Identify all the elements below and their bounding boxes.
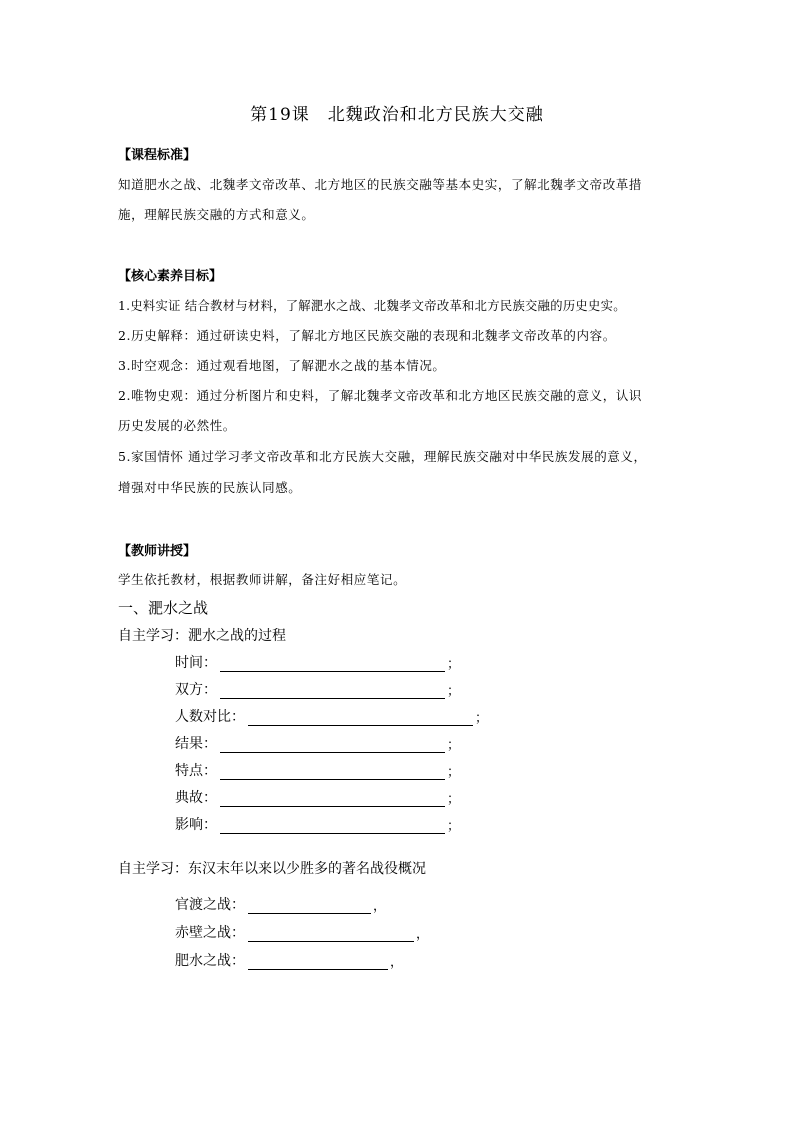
field-allusion <box>175 787 460 807</box>
curriculum-heading: 【课程标准】 <box>118 148 197 163</box>
goal-item-4-line-2: 历史发展的必然性。 <box>118 418 236 433</box>
battle-label: 赤壁之战： <box>175 925 245 941</box>
field-impact <box>175 814 460 834</box>
field-label: 特点： <box>175 763 217 779</box>
battle-feishui <box>175 950 403 970</box>
answer-blank[interactable] <box>248 710 473 726</box>
answer-blank[interactable] <box>220 791 445 807</box>
field-label: 结果： <box>175 736 217 752</box>
battle-label: 肥水之战： <box>175 953 245 969</box>
goal-item-5-line-2: 增强对中华民族的民族认同感。 <box>118 480 302 495</box>
answer-blank[interactable] <box>248 926 414 942</box>
goal-item-3: 3.时空观念：通过观看地图，了解淝水之战的基本情况。 <box>118 358 446 373</box>
field-end: ； <box>447 738 461 753</box>
teacher-line: 学生依托教材，根据教师讲解，备注好相应笔记。 <box>118 572 407 587</box>
field-time <box>175 652 460 672</box>
battle-end: ， <box>416 927 430 942</box>
field-end: ； <box>447 657 461 672</box>
section-title: 一、淝水之战 <box>118 599 209 617</box>
field-end: ； <box>447 792 461 807</box>
field-label: 时间： <box>175 655 217 671</box>
curriculum-line-2: 施，理解民族交融的方式和意义。 <box>118 207 315 222</box>
curriculum-line-1: 知道肥水之战、北魏孝文帝改革、北方地区的民族交融等基本史实，了解北魏孝文帝改革措 <box>118 177 643 192</box>
answer-blank[interactable] <box>220 764 445 780</box>
field-end: ； <box>447 819 461 834</box>
answer-blank[interactable] <box>220 737 445 753</box>
field-label: 典故： <box>175 790 217 806</box>
battle-end: ， <box>390 955 404 970</box>
field-label: 影响： <box>175 817 217 833</box>
field-label: 人数对比： <box>175 709 245 725</box>
goal-item-5-line-1: 5.家国情怀 通过学习孝文帝改革和北方民族大交融，理解民族交融对中华民族发展的意义， <box>118 449 647 464</box>
answer-blank[interactable] <box>248 898 371 914</box>
study-heading-1: 自主学习：淝水之战的过程 <box>118 628 286 644</box>
field-feature <box>175 760 460 780</box>
field-label: 双方： <box>175 682 217 698</box>
answer-blank[interactable] <box>220 683 445 699</box>
goal-item-4-line-1: 2.唯物史观：通过分析图片和史料，了解北魏孝文帝改革和北方地区民族交融的意义，认识 <box>118 388 643 403</box>
study-heading-2: 自主学习：东汉末年以来以少胜多的著名战役概况 <box>118 861 426 877</box>
battle-chibi <box>175 922 429 942</box>
goals-heading: 【核心素养目标】 <box>118 269 223 284</box>
field-end: ； <box>475 711 489 726</box>
page-title: 第19课 北魏政治和北方民族大交融 <box>250 105 544 125</box>
answer-blank[interactable] <box>220 818 445 834</box>
battle-guandu <box>175 894 386 914</box>
field-end: ； <box>447 765 461 780</box>
battle-end: ， <box>373 899 387 914</box>
answer-blank[interactable] <box>220 656 445 672</box>
field-numbers <box>175 706 488 726</box>
battle-label: 官渡之战： <box>175 897 245 913</box>
goal-item-1: 1.史料实证 结合教材与材料，了解淝水之战、北魏孝文帝改革和北方民族交融的历史史实。 <box>118 299 626 313</box>
goal-item-2: 2.历史解释：通过研读史料，了解北方地区民族交融的表现和北魏孝文帝改革的内容。 <box>118 328 616 343</box>
field-sides <box>175 679 460 699</box>
answer-blank[interactable] <box>248 954 388 970</box>
field-result <box>175 733 460 753</box>
teacher-heading: 【教师讲授】 <box>118 544 197 559</box>
field-end: ； <box>447 684 461 699</box>
